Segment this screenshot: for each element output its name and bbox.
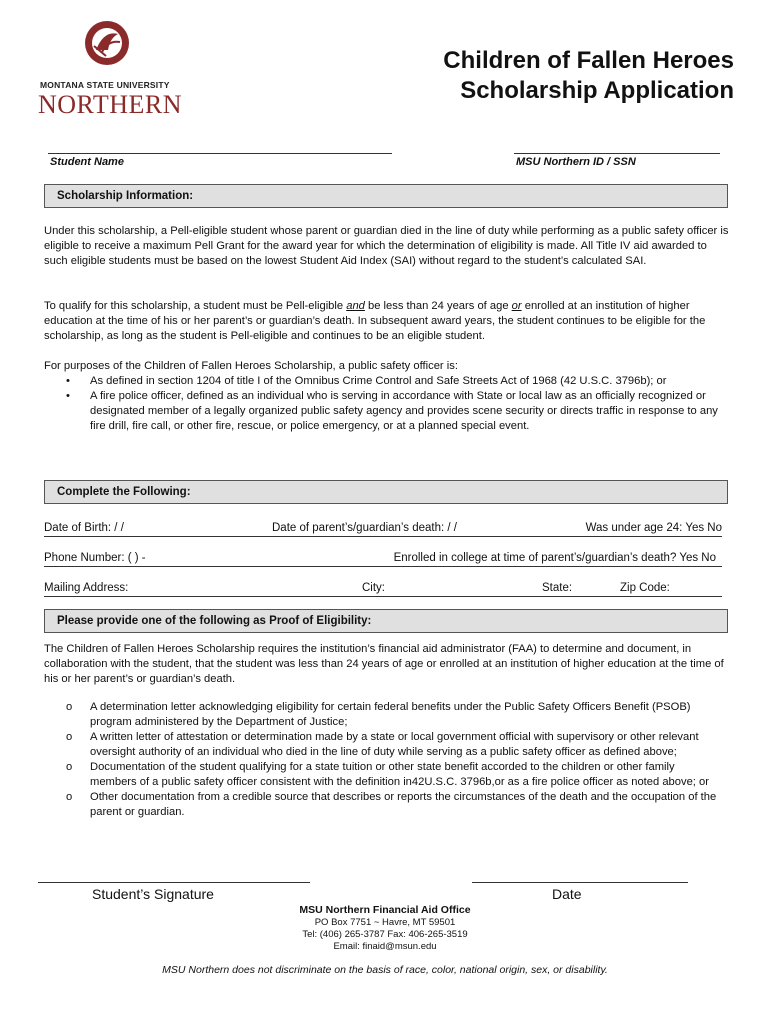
office-email: Email: finaid@msun.edu [333, 941, 437, 952]
address-row [44, 581, 722, 597]
university-logo [38, 18, 188, 118]
state-field[interactable]: State: [542, 582, 573, 594]
office-name: MSU Northern Financial Aid Office [299, 904, 471, 916]
list-item: o Documentation of the student qualifying for a state tuition or other state benefit accorded to the children or other family members of a public safety officer consistent with the definition in42U.S.C. 3796b,or as a fire police officer as noted above; or [66, 761, 709, 788]
office-phone-fax: Tel: (406) 265-3787 Fax: 406-265-3519 [302, 929, 468, 940]
under-24-field[interactable]: Was under age 24: Yes No [585, 522, 722, 534]
proof-document-list [60, 700, 720, 820]
university-name: NORTHERN [38, 90, 182, 119]
zip-code-field[interactable]: Zip Code: [620, 582, 670, 594]
title-line-2: Scholarship Application [460, 77, 734, 104]
mailing-address-field[interactable]: Mailing Address: [44, 582, 129, 594]
dob-row [44, 521, 722, 537]
dob-field[interactable]: Date of Birth: / / [44, 522, 124, 534]
complete-following-heading: Complete the Following: [44, 480, 728, 504]
title-line-1: Children of Fallen Heroes [443, 47, 734, 74]
scholarship-info-heading: Scholarship Information: [44, 184, 728, 208]
scholarship-paragraph-2: To qualify for this scholarship, a student must be Pell-eligible and be less than 24 years of age or enrolled at an institution of higher education at the time of his or her parent’s or guardian’s death. In subsequent award years, the student continues to be eligible for the scholarship, as long as the student is Pell-eligible and continues to be an eligible student. [44, 300, 706, 342]
phone-row [44, 551, 722, 567]
scholarship-paragraph-1: Under this scholarship, a Pell-eligible student whose parent or guardian died in the line of duty while performing as a public safety officer is eligible to receive a maximum Pell Grant for the award year for which the determination of eligibility is made. All Title IV aid awarded to such eligible students must be based on the lowest Student Aid Index (SAI) without regard to the student’s calculated SAI. [44, 225, 729, 267]
msu-id-line[interactable] [514, 153, 720, 154]
signature-line[interactable] [38, 882, 310, 883]
list-item: o A written letter of attestation or determination made by a state or local government official with supervisory or other relevant oversight authority of an individual who died in the line of duty while serving as a public safety officer as defined above; [66, 731, 699, 758]
student-name-label: Student Name [50, 156, 124, 168]
list-item: • A fire police officer, defined as an individual who is serving in accordance with State or local law as an officially recognized or designated member of a legally organized public safety agency and provides scene security or directs traffic in response to any fire drill, fire call, or other fire, rescue, or police emergency, or at a planned special event. [66, 390, 718, 432]
page-title [443, 46, 734, 106]
nondiscrimination-notice: MSU Northern does not discriminate on the basis of race, color, national origin, sex, or disability. [162, 964, 608, 976]
office-address: PO Box 7751 ~ Havre, MT 59501 [314, 917, 456, 928]
list-item: o A determination letter acknowledging eligibility for certain federal benefits under the Public Safety Officers Benefit (PSOB) program administered by the Department of Justice; [66, 701, 691, 728]
enrolled-field[interactable]: Enrolled in college at time of parent’s/guardian’s death? Yes No [393, 552, 716, 564]
phone-field[interactable]: Phone Number: ( ) - [44, 552, 146, 564]
city-field[interactable]: City: [362, 582, 385, 594]
msu-id-label: MSU Northern ID / SSN [516, 156, 636, 168]
signature-label: Student’s Signature [92, 886, 214, 902]
student-name-line[interactable] [48, 153, 392, 154]
list-item: • As defined in section 1204 of title I of the Omnibus Crime Control and Safe Streets Act of 1968 (42 U.S.C. 3796b); or [66, 375, 667, 387]
officer-definition-list [60, 374, 720, 434]
date-line[interactable] [472, 882, 688, 883]
proof-intro: The Children of Fallen Heroes Scholarship requires the institution’s financial aid administrator (FAA) to determine and document, in collaboration with the student, that the student was less than 24 years of age or enrolled at an institution of higher education at the time of his or her parent’s or guardian’s death. [44, 643, 724, 685]
university-line: MONTANA STATE UNIVERSITY [40, 80, 170, 90]
list-item: o Other documentation from a credible source that describes or reports the circumstances of the death and the occupation of the parent or guardian. [66, 791, 717, 818]
date-label: Date [552, 886, 582, 902]
seal-icon [84, 20, 130, 66]
scholarship-paragraph-3: For purposes of the Children of Fallen Heroes Scholarship, a public safety officer is: [44, 360, 458, 372]
death-date-field[interactable]: Date of parent’s/guardian’s death: / / [272, 522, 457, 534]
proof-of-eligibility-heading: Please provide one of the following as Proof of Eligibility: [44, 609, 728, 633]
